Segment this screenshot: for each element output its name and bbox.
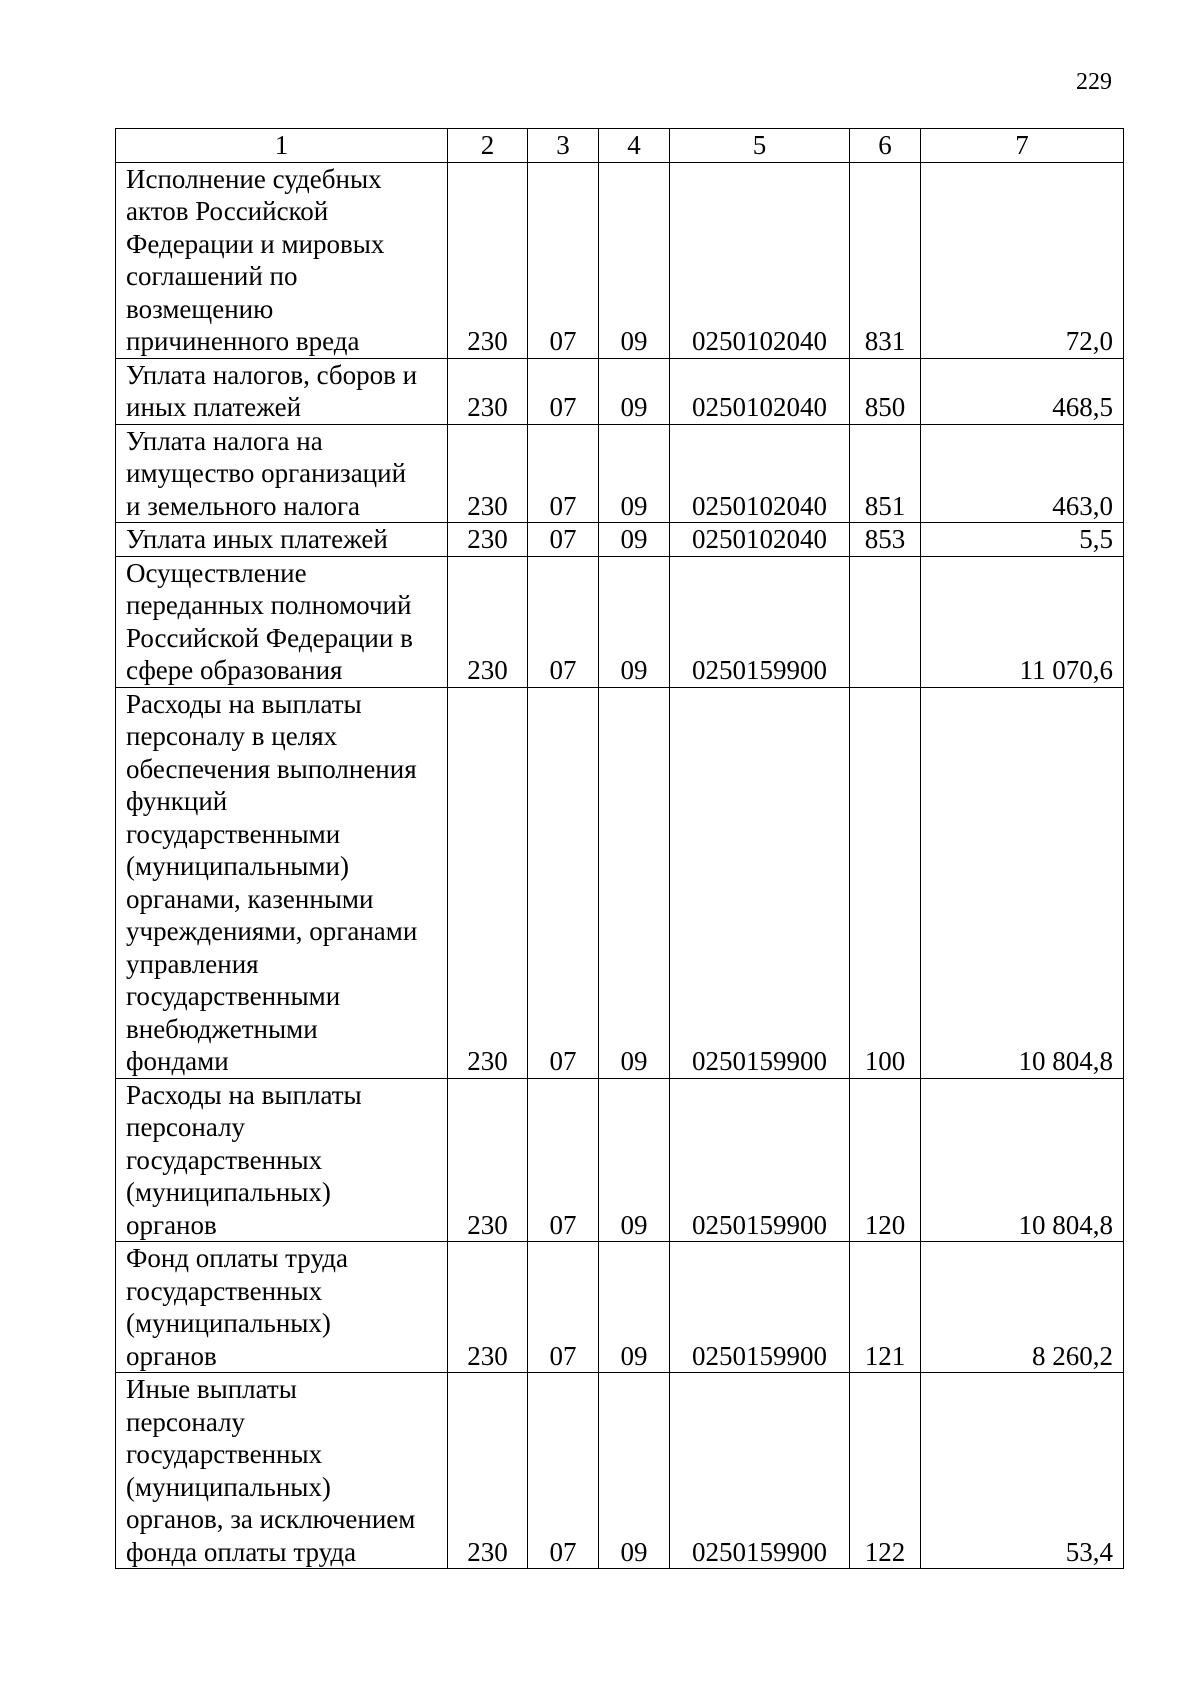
cell-amount: 72,0 bbox=[921, 162, 1124, 358]
row-name-cell bbox=[116, 162, 448, 358]
cell-target-article: 0250159900 bbox=[670, 687, 850, 1078]
cell-subsection: 09 bbox=[599, 1373, 670, 1569]
row-name-line: возмещению bbox=[126, 293, 274, 324]
cell-amount: 11 070,6 bbox=[921, 556, 1124, 687]
column-header-5: 5 bbox=[670, 129, 850, 163]
cell-expense-type: 121 bbox=[850, 1242, 921, 1373]
row-name-line: имущество организаций bbox=[126, 458, 407, 488]
row-name-line: Исполнение судебных bbox=[126, 163, 382, 194]
cell-target-article: 0250159900 bbox=[670, 1242, 850, 1373]
row-name-line: Уплата налога на bbox=[126, 425, 323, 456]
row-name-line: соглашений по bbox=[126, 261, 298, 291]
column-header-3: 3 bbox=[528, 129, 599, 163]
row-name-cell bbox=[116, 1373, 448, 1569]
table-row bbox=[116, 358, 1124, 424]
row-name-line: сфере образования bbox=[126, 655, 343, 685]
cell-admin-code: 230 bbox=[448, 1242, 528, 1373]
table-body bbox=[116, 162, 1124, 1569]
cell-admin-code: 230 bbox=[448, 358, 528, 424]
cell-subsection: 09 bbox=[599, 424, 670, 523]
table-row bbox=[116, 523, 1124, 557]
row-name-line: Иные выплаты bbox=[126, 1374, 297, 1404]
cell-target-article: 0250159900 bbox=[670, 556, 850, 687]
row-name-line: Российской Федерации в bbox=[126, 622, 413, 653]
column-header-7: 7 bbox=[921, 129, 1124, 163]
column-header-4: 4 bbox=[599, 129, 670, 163]
header-row bbox=[116, 129, 1124, 163]
row-name-line: Фонд оплаты труда bbox=[126, 1243, 348, 1273]
cell-subsection: 09 bbox=[599, 162, 670, 358]
row-name-line: (муниципальных) bbox=[126, 1308, 331, 1338]
table-row bbox=[116, 556, 1124, 687]
row-name-line: персоналу bbox=[126, 1406, 246, 1437]
budget-table bbox=[115, 128, 1124, 1569]
table-row bbox=[116, 1242, 1124, 1373]
cell-expense-type: 851 bbox=[850, 424, 921, 523]
cell-amount: 53,4 bbox=[921, 1373, 1124, 1569]
cell-admin-code: 230 bbox=[448, 162, 528, 358]
page-number: 229 bbox=[1076, 69, 1112, 95]
cell-section: 07 bbox=[528, 687, 599, 1078]
cell-expense-type: 122 bbox=[850, 1373, 921, 1569]
cell-target-article: 0250159900 bbox=[670, 1078, 850, 1242]
row-name-cell bbox=[116, 358, 448, 424]
cell-target-article: 0250102040 bbox=[670, 523, 850, 557]
row-name-line: (муниципальных) bbox=[126, 1471, 331, 1502]
row-name-line: органов, за исключением bbox=[126, 1504, 416, 1534]
row-name-line: Расходы на выплаты bbox=[126, 688, 362, 719]
cell-target-article: 0250102040 bbox=[670, 424, 850, 523]
column-header-1: 1 bbox=[116, 129, 448, 163]
cell-section: 07 bbox=[528, 162, 599, 358]
row-name-line: государственных bbox=[126, 1144, 323, 1175]
cell-section: 07 bbox=[528, 1242, 599, 1373]
row-name-line: персоналу в целях bbox=[126, 721, 338, 751]
row-name-line: (муниципальных) bbox=[126, 1177, 331, 1207]
row-name-line: Осуществление bbox=[126, 557, 307, 588]
table-row bbox=[116, 424, 1124, 523]
cell-section: 07 bbox=[528, 358, 599, 424]
cell-subsection: 09 bbox=[599, 523, 670, 557]
row-name-cell bbox=[116, 523, 448, 557]
cell-amount: 468,5 bbox=[921, 358, 1124, 424]
column-header-2: 2 bbox=[448, 129, 528, 163]
cell-admin-code: 230 bbox=[448, 1373, 528, 1569]
row-name-line: фонда оплаты труда bbox=[126, 1536, 357, 1567]
row-name-line: органов bbox=[126, 1209, 217, 1240]
cell-expense-type bbox=[850, 556, 921, 687]
row-name-line: и земельного налога bbox=[126, 490, 361, 521]
cell-section: 07 bbox=[528, 1373, 599, 1569]
cell-target-article: 0250102040 bbox=[670, 358, 850, 424]
table-row bbox=[116, 162, 1124, 358]
cell-admin-code: 230 bbox=[448, 687, 528, 1078]
row-name-line: органами, казенными bbox=[126, 883, 374, 914]
cell-section: 07 bbox=[528, 1078, 599, 1242]
row-name-line: органов bbox=[126, 1340, 217, 1371]
row-name-line: переданных полномочий bbox=[126, 590, 412, 620]
row-name-line: Федерации и мировых bbox=[126, 228, 385, 259]
cell-expense-type: 831 bbox=[850, 162, 921, 358]
row-name-line: функций bbox=[126, 786, 228, 816]
cell-admin-code: 230 bbox=[448, 556, 528, 687]
row-name-line: учреждениями, органами bbox=[126, 916, 418, 946]
cell-expense-type: 853 bbox=[850, 523, 921, 557]
cell-admin-code: 230 bbox=[448, 1078, 528, 1242]
cell-subsection: 09 bbox=[599, 1242, 670, 1373]
row-name-line: персоналу bbox=[126, 1112, 246, 1142]
row-name-cell bbox=[116, 556, 448, 687]
cell-target-article: 0250102040 bbox=[670, 162, 850, 358]
cell-expense-type: 850 bbox=[850, 358, 921, 424]
cell-amount: 5,5 bbox=[921, 523, 1124, 557]
row-name-line: причиненного вреда bbox=[126, 326, 360, 356]
cell-section: 07 bbox=[528, 523, 599, 557]
row-name-line: государственных bbox=[126, 1275, 323, 1306]
cell-target-article: 0250159900 bbox=[670, 1373, 850, 1569]
table-row bbox=[116, 687, 1124, 1078]
row-name-cell bbox=[116, 424, 448, 523]
row-name-cell bbox=[116, 1078, 448, 1242]
cell-amount: 10 804,8 bbox=[921, 687, 1124, 1078]
row-name-line: Расходы на выплаты bbox=[126, 1079, 362, 1110]
cell-expense-type: 100 bbox=[850, 687, 921, 1078]
row-name-line: Уплата иных платежей bbox=[126, 524, 388, 554]
table-row bbox=[116, 1373, 1124, 1569]
row-name-line: управления bbox=[126, 948, 259, 979]
cell-subsection: 09 bbox=[599, 687, 670, 1078]
column-header-6: 6 bbox=[850, 129, 921, 163]
row-name-line: государственными bbox=[126, 818, 341, 849]
row-name-line: иных платежей bbox=[126, 392, 302, 422]
row-name-line: государственными bbox=[126, 981, 341, 1011]
cell-subsection: 09 bbox=[599, 556, 670, 687]
row-name-line: Уплата налогов, сборов и bbox=[126, 359, 418, 390]
cell-amount: 8 260,2 bbox=[921, 1242, 1124, 1373]
row-name-line: (муниципальными) bbox=[126, 851, 349, 881]
cell-amount: 10 804,8 bbox=[921, 1078, 1124, 1242]
cell-amount: 463,0 bbox=[921, 424, 1124, 523]
cell-admin-code: 230 bbox=[448, 523, 528, 557]
cell-subsection: 09 bbox=[599, 358, 670, 424]
cell-subsection: 09 bbox=[599, 1078, 670, 1242]
cell-section: 07 bbox=[528, 424, 599, 523]
row-name-line: внебюджетными bbox=[126, 1013, 318, 1044]
row-name-cell bbox=[116, 1242, 448, 1373]
cell-admin-code: 230 bbox=[448, 424, 528, 523]
row-name-line: фондами bbox=[126, 1046, 229, 1076]
row-name-line: обеспечения выполнения bbox=[126, 753, 417, 784]
cell-expense-type: 120 bbox=[850, 1078, 921, 1242]
table-row bbox=[116, 1078, 1124, 1242]
row-name-cell bbox=[116, 687, 448, 1078]
row-name-line: государственных bbox=[126, 1439, 323, 1469]
row-name-line: актов Российской bbox=[126, 196, 329, 226]
cell-section: 07 bbox=[528, 556, 599, 687]
